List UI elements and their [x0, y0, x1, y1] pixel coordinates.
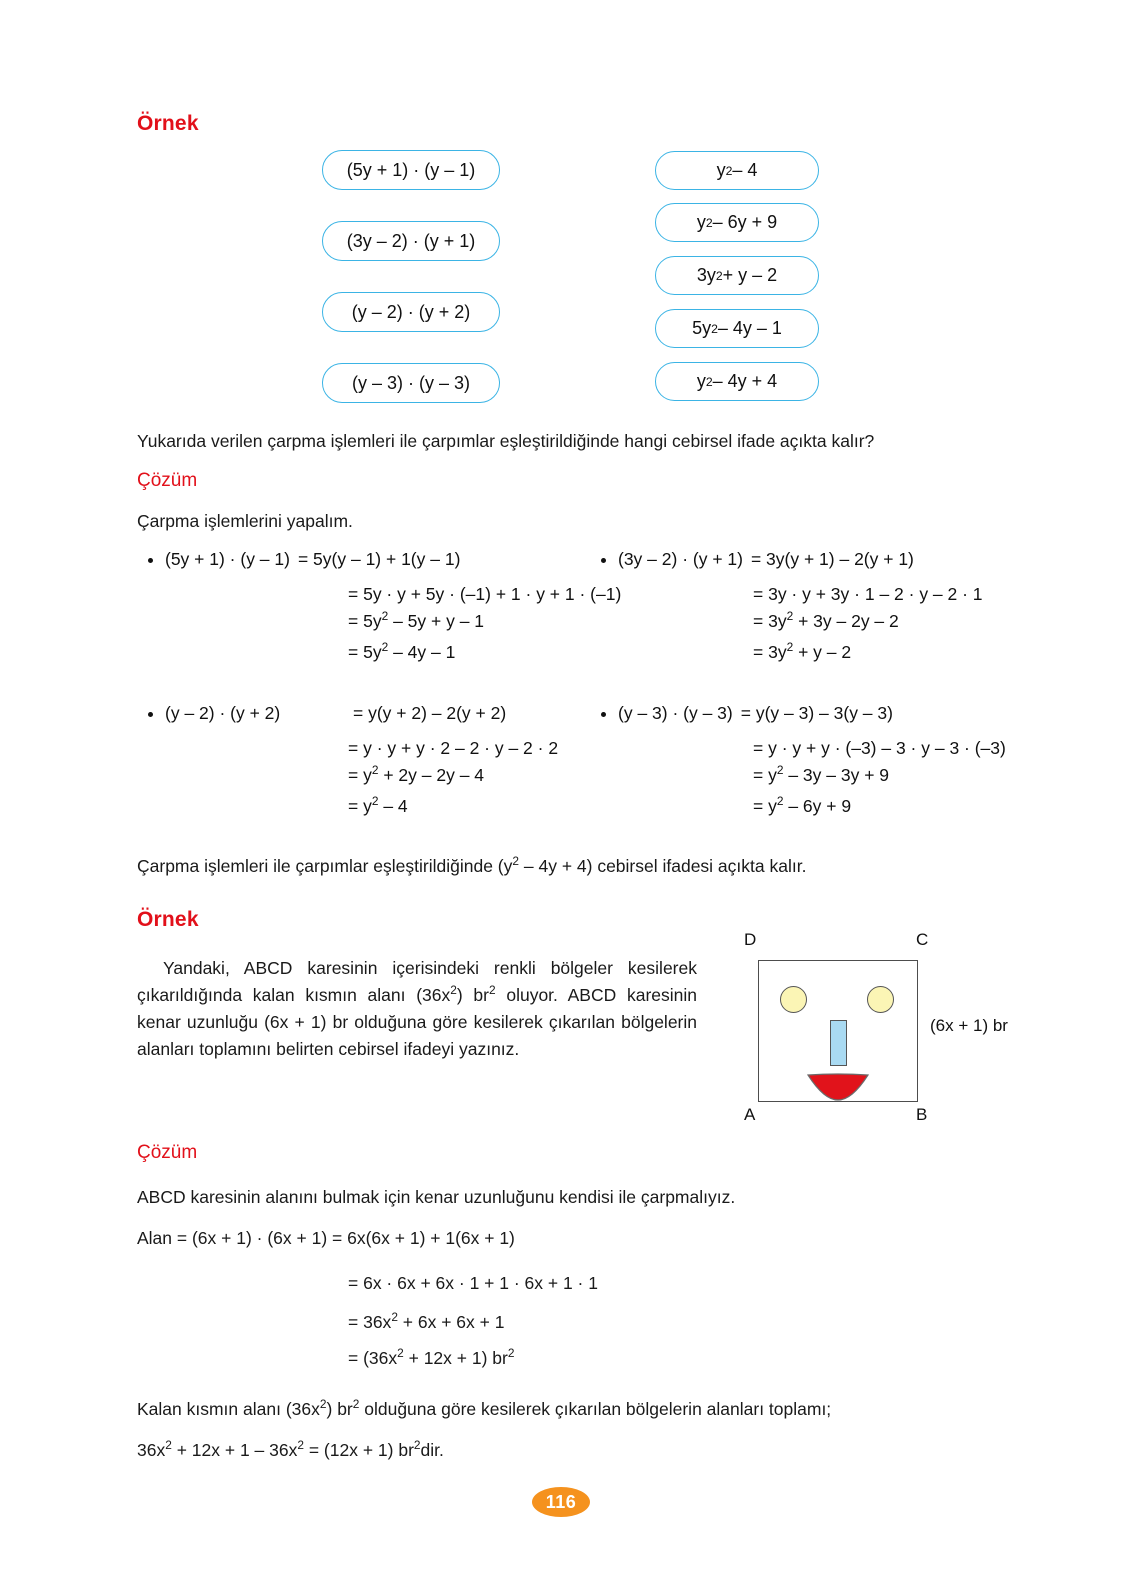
- example1-solution-intro: Çarpma işlemlerini yapalım.: [137, 511, 353, 531]
- pill-left-4[interactable]: (y – 3) · (y – 3): [322, 363, 500, 403]
- left-eye-icon: [780, 986, 807, 1013]
- work-lhs: (3y – 2) · (y + 1): [618, 549, 743, 569]
- work-step: = $3y^2 + 3y - 2y - 2$: [753, 609, 899, 631]
- work-step: = $3y^2 + y - 2$: [753, 640, 852, 662]
- pill-left-1[interactable]: (5y + 1) · (y – 1): [322, 150, 500, 190]
- page-number-badge: 116: [532, 1487, 590, 1517]
- bullet-dot-icon: [148, 712, 153, 717]
- pill-left-2[interactable]: (3y – 2) · (y + 1): [322, 221, 500, 261]
- example1-heading: Örnek: [137, 112, 199, 135]
- work-step: = $y^2 - 3y - 3y + 9$: [753, 763, 890, 785]
- work-step: = $5y^2 - 4y - 1$: [348, 640, 456, 662]
- vertex-label-C: C: [916, 930, 929, 949]
- work-first-line: = 3y(y + 1) – 2(y + 1): [750, 549, 914, 569]
- work-step: = $y^2 + 2y - 2y - 4$: [348, 763, 485, 785]
- vertex-label-D: D: [744, 930, 757, 949]
- abcd-square-figure: [740, 920, 1010, 1140]
- work-step: = $y^2 - 4$: [348, 794, 408, 816]
- work-block-4: [601, 703, 1006, 817]
- mouth-icon: [806, 1072, 870, 1107]
- work-first-line: = y(y + 2) – 2(y + 2): [353, 703, 507, 723]
- side-length-label: (6x + 1) br: [930, 1016, 1008, 1035]
- example2-final-line: $36x^2 + 12x + 1 - 36x^2 = (12x + 1)$ $br^2dir$.: [137, 1438, 444, 1460]
- work-first-line: = 5y(y – 1) + 1(y – 1): [297, 549, 461, 569]
- pill-right-2[interactable]: y 2 – 6y + 9: [655, 203, 819, 242]
- pill-left-3[interactable]: (y – 2) · (y + 2): [322, 292, 500, 332]
- work-block-3: [148, 703, 558, 817]
- example2-solution-heading: Çözüm: [137, 1142, 198, 1163]
- work-block-2: [601, 549, 983, 663]
- work-step: = 3y · y + 3y · 1 – 2 · y – 2 · 1: [753, 584, 983, 604]
- bullet-dot-icon: [601, 712, 606, 717]
- vertex-label-B: B: [916, 1105, 928, 1124]
- example2-closing-text: Kalan kısmın alanı $(36x^2)$ $br^2$ olduğuna göre kesilerek çıkarılan bölgelerin alanları toplamı;: [137, 1397, 832, 1419]
- work-lhs: (y – 3) · (y – 3): [618, 703, 733, 723]
- example2-area-line: Alan = (6x + 1) · (6x + 1) = 6x(6x + 1) + 1(6x + 1): [137, 1228, 515, 1248]
- example1-conclusion: Çarpma işlemleri ile çarpımlar eşleştirildiğinde $(y^2 - 4y + 4)$ cebirsel ifadesi açıkta kalır.: [137, 854, 807, 876]
- example2-heading: Örnek: [137, 908, 199, 931]
- work-lhs: (y – 2) · (y + 2): [165, 703, 281, 723]
- work-step: = $y^2 - 6y + 9$: [753, 794, 852, 816]
- example1-solution-heading: Çözüm: [137, 470, 198, 491]
- right-eye-icon: [867, 986, 894, 1013]
- work-step: = y · y + y · (–3) – 3 · y – 3 · (–3): [753, 738, 1006, 758]
- example2-area-step: = 6x · 6x + 6x · 1 + 1 · 6x + 1 · 1: [348, 1273, 598, 1293]
- example2-question: Yandaki, ABCD karesinin içerisindeki renkli bölgeler kesilerek çıkarıldığında kalan kısmın alanı $(36x^2)$ $br^2$ oluyor. ABCD karesinin kenar uzunluğu (6x + 1) br olduğuna göre kesilerek çıkarılan bölgelerin alanları toplamını belirten cebirsel ifadeyi yazınız.: [137, 958, 698, 1060]
- example2-solution-intro: ABCD karesinin alanını bulmak için kenar uzunluğunu kendisi ile çarpmalıyız.: [137, 1187, 736, 1207]
- nose-icon: [830, 1020, 847, 1066]
- example2-area-step: = $36x^2 + 6x + 6x + 1$: [348, 1310, 505, 1332]
- pill-right-1[interactable]: y 2 – 4: [655, 151, 819, 190]
- work-step: = $5y^2 - 5y + y - 1$: [348, 609, 485, 631]
- work-first-line: = y(y – 3) – 3(y – 3): [740, 703, 893, 723]
- work-lhs: (5y + 1) · (y – 1): [165, 549, 290, 569]
- bullet-dot-icon: [601, 558, 606, 563]
- pill-right-4[interactable]: 5y 2 – 4y – 1: [655, 309, 819, 348]
- example2-area-step: = $(36x^2 + 12x + 1)$ $br^2$: [348, 1346, 515, 1368]
- pill-right-5[interactable]: y 2 – 4y + 4: [655, 362, 819, 401]
- work-block-1: [148, 549, 621, 663]
- work-step: = y · y + y · 2 – 2 · y – 2 · 2: [348, 738, 559, 758]
- pill-right-3[interactable]: 3y 2 + y – 2: [655, 256, 819, 295]
- work-step: = 5y · y + 5y · (–1) + 1 · y + 1 · (–1): [348, 584, 622, 604]
- vertex-label-A: A: [744, 1105, 756, 1124]
- example1-question: Yukarıda verilen çarpma işlemleri ile çarpımlar eşleştirildiğinde hangi cebirsel ifade açıkta kalır?: [137, 431, 875, 451]
- bullet-dot-icon: [148, 558, 153, 563]
